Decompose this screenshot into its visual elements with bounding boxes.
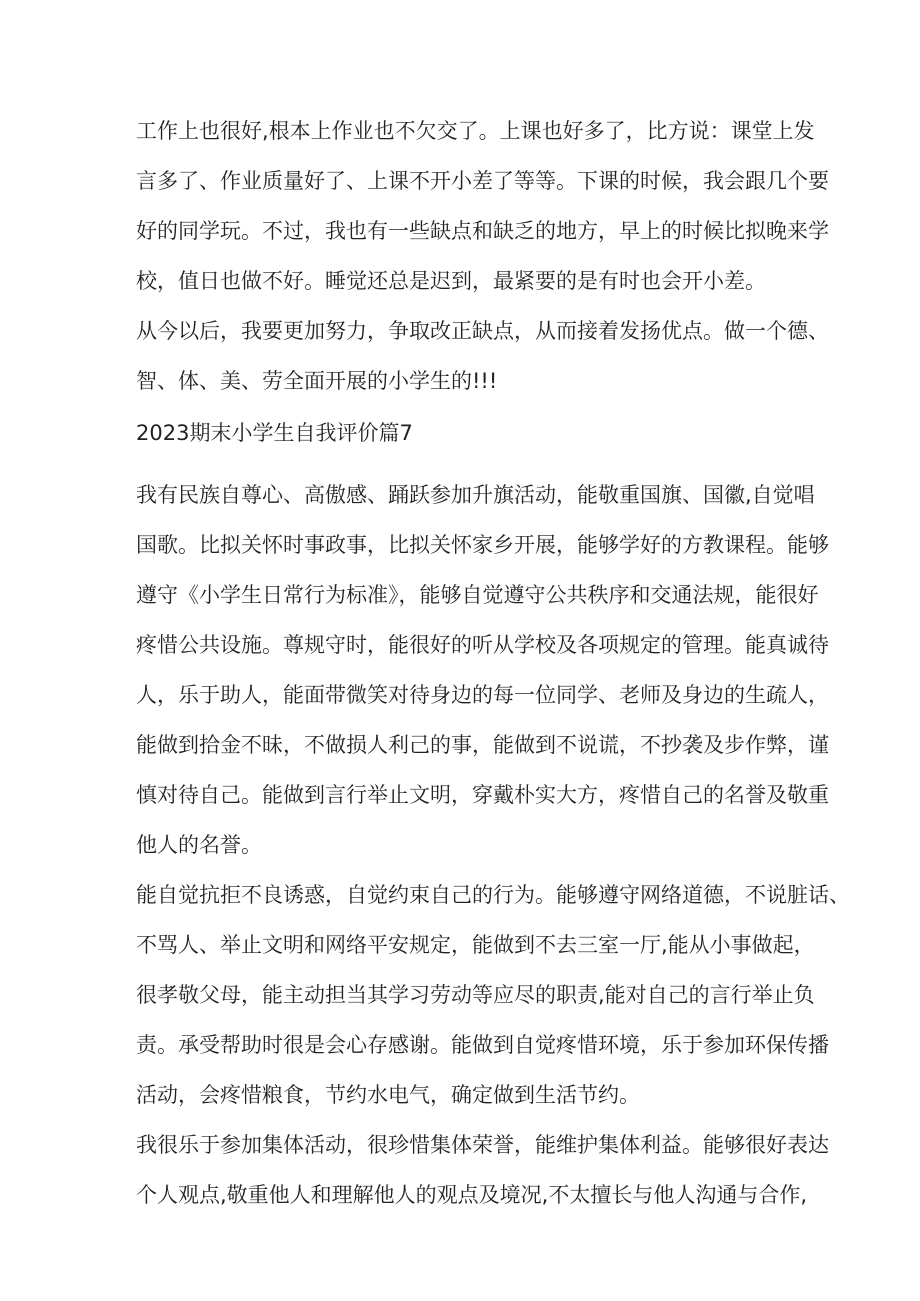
paragraph-line: 国歌。比拟关怀时事政事，比拟关怀家乡开展，能够学好的方教课程。能够 (136, 533, 829, 557)
paragraph-line: 言多了、作业质量好了、上课不开小差了等等。下课的时候，我会跟几个要 (136, 169, 829, 193)
paragraph-line: 能做到拾金不昧，不做损人利己的事，能做到不说谎，不抄袭及步作弊，谨 (136, 733, 829, 757)
paragraph-line: 遵守《小学生日常行为标准》，能够自觉遵守公共秩序和交通法规，能很好 (136, 583, 819, 607)
paragraph-line: 从今以后，我要更加努力，争取改正缺点，从而接着发扬优点。做一个德、 (136, 319, 829, 343)
paragraph-line: 疼惜公共设施。尊规守时，能很好的听从学校及各项规定的管理。能真诚待 (136, 633, 829, 657)
paragraph-line: 不骂人、举止文明和网络平安规定，能做到不去三室一厅,能从小事做起， (136, 933, 815, 957)
paragraph-line: 我有民族自尊心、高傲感、踊跃参加升旗活动，能敬重国旗、国徽,自觉唱 (136, 483, 815, 507)
paragraph-line: 活动，会疼惜粮食，节约水电气，确定做到生活节约。 (136, 1083, 640, 1107)
section-heading: 2023期末小学生自我评价篇7 (136, 421, 413, 445)
paragraph-line: 智、体、美、劳全面开展的小学生的!!! (136, 369, 498, 393)
paragraph-line: 慎对待自己。能做到言行举止文明，穿戴朴实大方，疼惜自己的名誉及敬重 (136, 783, 829, 807)
paragraph-line: 我很乐于参加集体活动，很珍惜集体荣誉，能维护集体利益。能够很好表达 (136, 1133, 829, 1157)
paragraph-line: 个人观点,敬重他人和理解他人的观点及境况,不太擅长与他人沟通与合作, (136, 1183, 808, 1207)
paragraph-line: 好的同学玩。不过，我也有一些缺点和缺乏的地方，早上的时候比拟晚来学 (136, 219, 829, 243)
paragraph-line: 很孝敬父母，能主动担当其学习劳动等应尽的职责,能对自己的言行举止负 (136, 983, 815, 1007)
paragraph-line: 校，值日也做不好。睡觉还总是迟到，最紧要的是有时也会开小差。 (136, 269, 766, 293)
paragraph-line: 人，乐于助人，能面带微笑对待身边的每一位同学、老师及身边的生疏人， (136, 683, 829, 707)
paragraph-line: 能自觉抗拒不良诱惑，自觉约束自己的行为。能够遵守网络道德，不说脏话、 (136, 883, 850, 907)
paragraph-line: 工作上也很好,根本上作业也不欠交了。上课也好多了，比方说：课堂上发 (136, 119, 815, 143)
paragraph-line: 他人的名誉。 (136, 833, 262, 857)
paragraph-line: 责。承受帮助时很是会心存感谢。能做到自觉疼惜环境，乐于参加环保传播 (136, 1033, 829, 1057)
